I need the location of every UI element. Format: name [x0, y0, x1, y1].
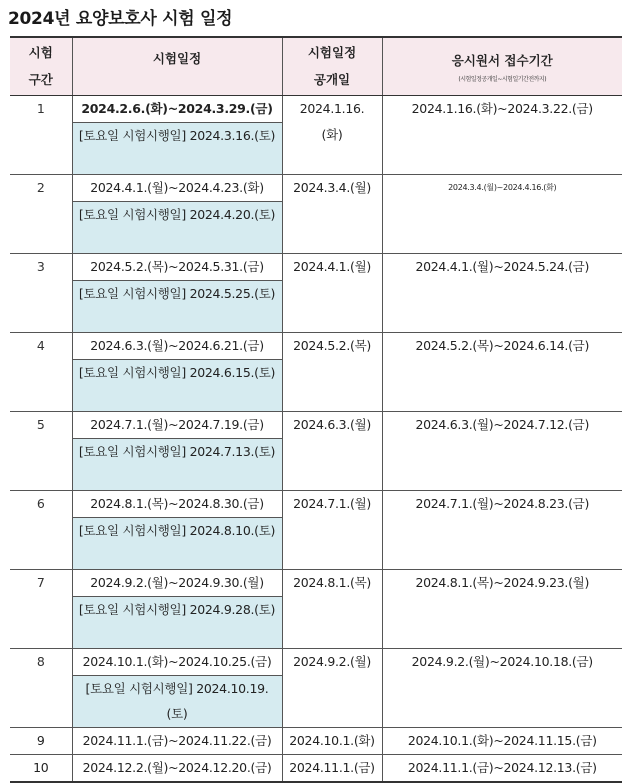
row-number: 6 — [10, 490, 72, 569]
published-date — [282, 95, 382, 174]
saturday-exam-date: [토요일 시험시행일] 2024.8.10.(토) — [72, 517, 282, 569]
published-date: 2024.10.1.(화) — [282, 727, 382, 754]
published-date: 2024.3.4.(월) — [282, 174, 382, 253]
saturday-exam-date: [토요일 시험시행일] 2024.5.25.(토) — [72, 280, 282, 332]
header-published-date — [282, 37, 382, 95]
exam-period: 2024.5.2.(목)~2024.5.31.(금) — [72, 253, 282, 280]
application-period: 2024.4.1.(월)~2024.5.24.(금) — [382, 253, 622, 332]
application-period: 2024.9.2.(월)~2024.10.18.(금) — [382, 648, 622, 727]
row-number: 9 — [10, 727, 72, 754]
published-date-line2: (화) — [321, 126, 343, 142]
exam-period: 2024.8.1.(목)~2024.8.30.(금) — [72, 490, 282, 517]
table-row — [10, 95, 622, 122]
exam-period: 2024.9.2.(월)~2024.9.30.(월) — [72, 569, 282, 596]
row-number: 5 — [10, 411, 72, 490]
application-period: 2024.11.1.(금)~2024.12.13.(금) — [382, 754, 622, 782]
table-row — [10, 490, 622, 517]
exam-period: 2024.2.6.(화)~2024.3.29.(금) — [72, 95, 282, 122]
application-period: 2024.1.16.(화)~2024.3.22.(금) — [382, 95, 622, 174]
row-number: 1 — [10, 95, 72, 174]
table-row — [10, 332, 622, 359]
table-row — [10, 648, 622, 675]
table-row — [10, 174, 622, 201]
header-exam-schedule — [72, 37, 282, 95]
saturday-exam-date: [토요일 시험시행일] 2024.10.19.(토) — [72, 675, 282, 727]
header-exam-segment-line2: 구간 — [28, 72, 53, 88]
application-period: 2024.3.4.(월)~2024.4.16.(화) — [382, 174, 622, 253]
row-number: 8 — [10, 648, 72, 727]
saturday-exam-date: [토요일 시험시행일] 2024.3.16.(토) — [72, 122, 282, 174]
published-date: 2024.8.1.(목) — [282, 569, 382, 648]
table-row — [10, 727, 622, 754]
row-number: 4 — [10, 332, 72, 411]
saturday-exam-date: [토요일 시험시행일] 2024.7.13.(토) — [72, 438, 282, 490]
application-period: 2024.8.1.(목)~2024.9.23.(월) — [382, 569, 622, 648]
table-row — [10, 411, 622, 438]
published-date: 2024.11.1.(금) — [282, 754, 382, 782]
header-application-note: (시험일정공개일~시험일기간전까지) — [458, 75, 547, 83]
application-period: 2024.5.2.(목)~2024.6.14.(금) — [382, 332, 622, 411]
saturday-exam-date: [토요일 시험시행일] 2024.9.28.(토) — [72, 596, 282, 648]
published-date-line1: 2024.1.16. — [299, 100, 365, 116]
row-number: 2 — [10, 174, 72, 253]
published-date: 2024.4.1.(월) — [282, 253, 382, 332]
saturday-exam-date: [토요일 시험시행일] 2024.4.20.(토) — [72, 201, 282, 253]
published-date: 2024.7.1.(월) — [282, 490, 382, 569]
application-period: 2024.7.1.(월)~2024.8.23.(금) — [382, 490, 622, 569]
exam-period: 2024.12.2.(월)~2024.12.20.(금) — [72, 754, 282, 782]
row-number: 10 — [10, 754, 72, 782]
table-row — [10, 569, 622, 596]
exam-period: 2024.4.1.(월)~2024.4.23.(화) — [72, 174, 282, 201]
page-title: 2024년 요양보호사 시험 일정 — [8, 9, 233, 29]
saturday-exam-date: [토요일 시험시행일] 2024.6.15.(토) — [72, 359, 282, 411]
application-period: 2024.6.3.(월)~2024.7.12.(금) — [382, 411, 622, 490]
table-row — [10, 754, 622, 782]
exam-period: 2024.11.1.(금)~2024.11.22.(금) — [72, 727, 282, 754]
table-header-row — [10, 37, 622, 95]
header-published-line1: 시험일정 — [307, 45, 357, 61]
header-application-label: 응시원서 접수기간 — [451, 52, 553, 68]
published-date: 2024.5.2.(목) — [282, 332, 382, 411]
row-number: 3 — [10, 253, 72, 332]
header-exam-segment-line1: 시험 — [28, 45, 53, 61]
exam-period: 2024.7.1.(월)~2024.7.19.(금) — [72, 411, 282, 438]
application-period: 2024.10.1.(화)~2024.11.15.(금) — [382, 727, 622, 754]
header-exam-schedule-label: 시험일정 — [152, 51, 202, 67]
published-date: 2024.9.2.(월) — [282, 648, 382, 727]
header-exam-segment — [10, 37, 72, 95]
table-row — [10, 253, 622, 280]
exam-schedule-table — [10, 36, 622, 783]
header-published-line2: 공개일 — [313, 72, 351, 88]
published-date: 2024.6.3.(월) — [282, 411, 382, 490]
exam-period: 2024.6.3.(월)~2024.6.21.(금) — [72, 332, 282, 359]
exam-period: 2024.10.1.(화)~2024.10.25.(금) — [72, 648, 282, 675]
row-number: 7 — [10, 569, 72, 648]
header-application-period — [382, 37, 622, 95]
